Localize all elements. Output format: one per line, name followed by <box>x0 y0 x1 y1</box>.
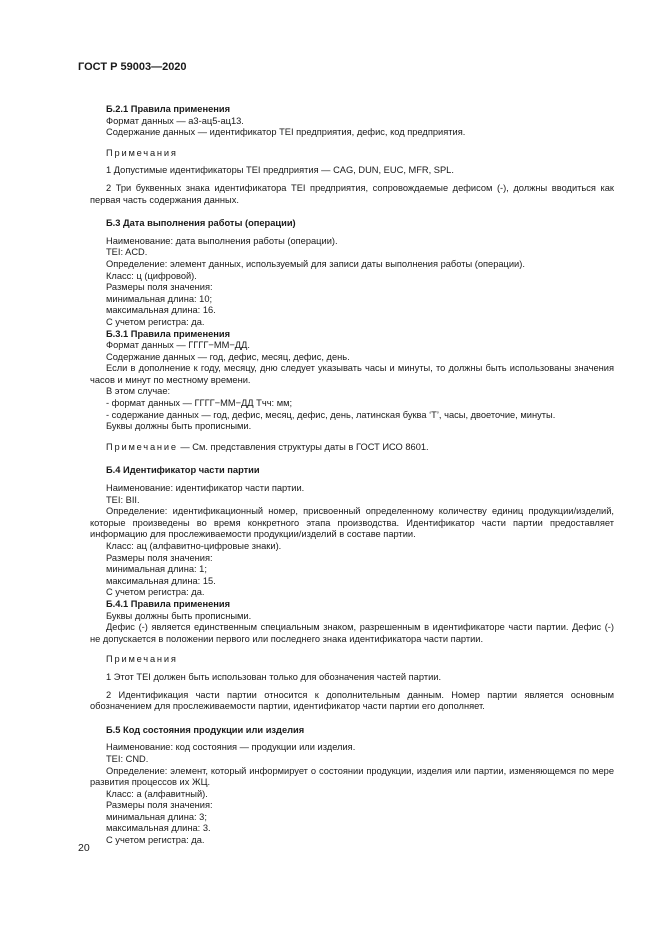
b21-line-format: Формат данных — а3-ац5-ац13. <box>106 115 244 126</box>
b5-line: Размеры поля значения: <box>106 800 213 811</box>
b3-line: TEI: ACD. <box>106 247 148 258</box>
b21-note-1: 1 Допустимые идентификаторы TEI предприятия — CAG, DUN, EUC, MFR, SPL. <box>106 165 454 176</box>
b3-note <box>90 442 614 454</box>
b4-line: максимальная длина: 15. <box>106 575 216 586</box>
section-b4-title: Б.4 Идентификатор части партии <box>106 465 260 476</box>
b31-case-line: - формат данных — ГГГГ−ММ−ДД Тчч: мм; <box>106 398 293 409</box>
b3-note-text: — См. представления структуры даты в ГОСТ ИСО 8601. <box>177 441 429 452</box>
b3-line: максимальная длина: 16. <box>106 305 216 316</box>
section-b3-title: Б.3 Дата выполнения работы (операции) <box>106 218 296 229</box>
page-number: 20 <box>78 842 90 854</box>
b31-line: Формат данных — ГГГГ−ММ−ДД. <box>106 340 250 351</box>
b5-definition: Определение: элемент, который информирует о состоянии продукции, изделия или партии, изменяющемся по мере развития процессов их ЖЦ. <box>90 765 614 788</box>
b5-line: минимальная длина: 3; <box>106 811 207 822</box>
b3-line: Наименование: дата выполнения работы (операции). <box>106 235 338 246</box>
document-header: ГОСТ Р 59003—2020 <box>78 61 187 73</box>
b4-notes-label: Примечания <box>106 654 178 665</box>
b4-line: Размеры поля значения: <box>106 552 213 563</box>
section-b5-title: Б.5 Код состояния продукции или изделия <box>106 724 305 735</box>
b31-case-line: Буквы должны быть прописными. <box>106 421 252 432</box>
b21-line-content: Содержание данных — идентификатор TEI предприятия, дефис, код предприятия. <box>106 127 466 138</box>
b4-line: TEI: BII. <box>106 494 140 505</box>
b3-line: минимальная длина: 10; <box>106 293 213 304</box>
b5-line: максимальная длина: 3. <box>106 823 211 834</box>
b41-line: Буквы должны быть прописными. <box>106 610 252 621</box>
b4-line: Наименование: идентификатор части партии. <box>106 483 305 494</box>
b4-note-2: 2 Идентификация части партии относится к дополнительным данным. Номер партии является основным обозначением для прослеживаемости партии, идентификатор части партии его дополняет. <box>90 689 614 712</box>
b31-case-line: - содержание данных — год, дефис, месяц, дефис, день, латинская буква ‘T’, часы, двоеточие, минуты. <box>106 409 556 420</box>
b4-note-1: 1 Этот TEI должен быть использован только для обозначения частей партии. <box>106 671 442 682</box>
section-b21-title: Б.2.1 Правила применения <box>106 104 230 114</box>
b5-line: Класс: а (алфавитный). <box>106 788 208 799</box>
b21-notes-label: Примечания <box>106 147 178 158</box>
b31-paragraph: Если в дополнение к году, месяцу, дню следует указывать часы и минуты, то должны быть использованы значения часов и минут по местному времени. <box>90 363 614 385</box>
b3-line: Класс: ц (цифровой). <box>106 270 197 281</box>
b3-line: С учетом регистра: да. <box>106 316 205 327</box>
b3-note-label: Примечание <box>106 441 178 452</box>
b4-definition: Определение: идентификационный номер, присвоенный определенному количеству единиц продукции/изделий, которые произведены во время конкретного этапа производства. Идентификатор части партии предоставляет информацию для прослеживаемости продукции/изделий в составе партии. <box>90 506 614 540</box>
b5-line: С учетом регистра: да. <box>106 835 205 846</box>
b5-line: TEI: CND. <box>106 753 149 764</box>
b3-line: Определение: элемент данных, используемый для записи даты выполнения работы (операции). <box>106 258 525 269</box>
section-b41-title: Б.4.1 Правила применения <box>106 598 230 609</box>
section-b31-title: Б.3.1 Правила применения <box>106 328 230 339</box>
b31-line: Содержание данных — год, дефис, месяц, дефис, день. <box>106 351 350 362</box>
b3-line: Размеры поля значения: <box>106 282 213 293</box>
page-content <box>90 104 614 847</box>
b4-line: Класс: ац (алфавитно-цифровые знаки). <box>106 541 282 551</box>
b4-line: минимальная длина: 1; <box>106 564 207 575</box>
b21-note-2: 2 Три буквенных знака идентификатора TEI предприятия, сопровождаемые дефисом (-), должны вводиться как первая часть содержания данных. <box>90 182 614 205</box>
b41-paragraph: Дефис (-) является единственным специальным знаком, разрешенным в идентификаторе части партии. Дефис (-) не допускается в положении первого или последнего знака идентификатора части партии. <box>90 622 614 644</box>
b5-line: Наименование: код состояния — продукции или изделия. <box>106 742 356 753</box>
b4-line: С учетом регистра: да. <box>106 587 205 598</box>
b31-case-line: В этом случае: <box>106 386 171 397</box>
